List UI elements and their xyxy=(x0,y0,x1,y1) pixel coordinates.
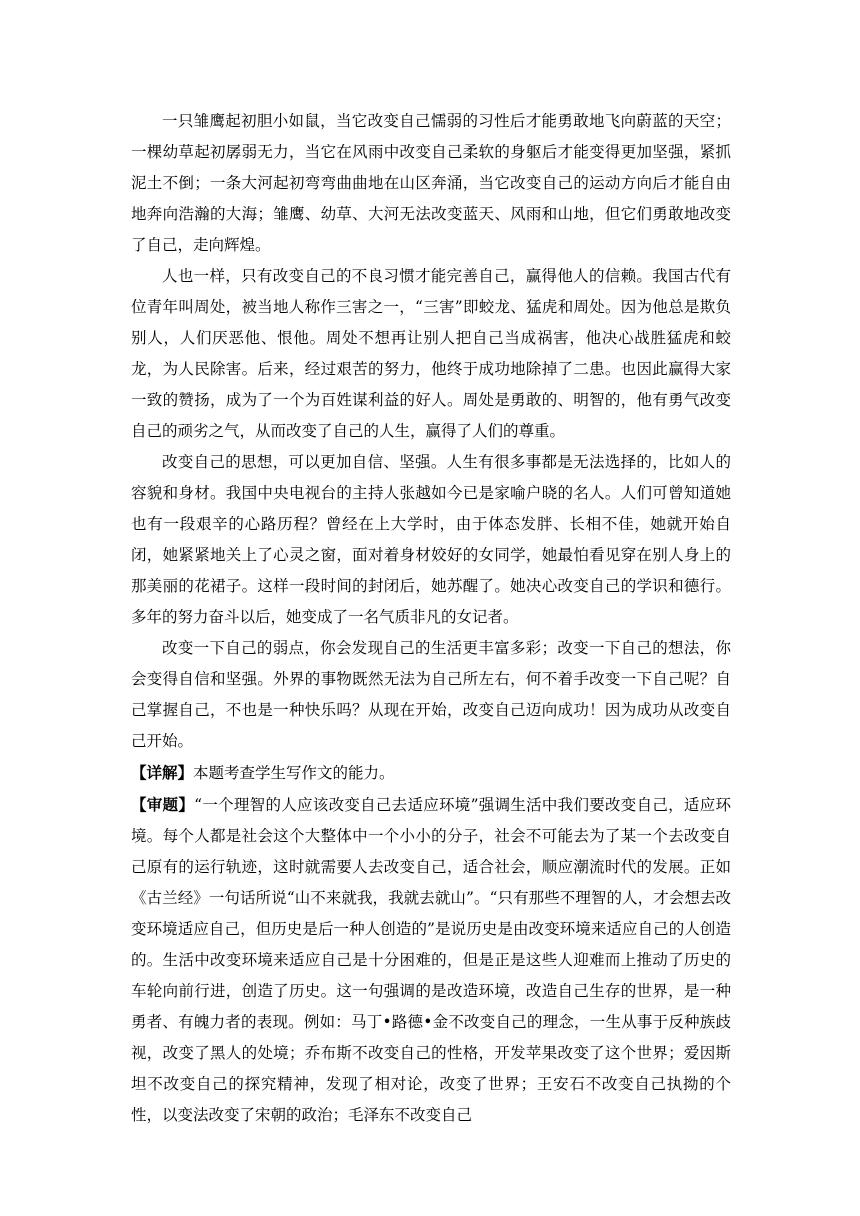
essay-paragraph-1: 一只雏鹰起初胆小如鼠，当它改变自己懦弱的习性后才能勇敢地飞向蔚蓝的天空；一棵幼草起初孱弱无力，当它在风雨中改变自己柔软的身躯后才能变得更加坚强，紧抓泥土不倒；一条大河起初弯弯曲曲地在山区奔涌，当它改变自己的运动方向后才能自由地奔向浩瀚的大海；雏鹰、幼草、大河无法改变蓝天、风雨和山地，但它们勇敢地改变了自己，走向辉煌。 xyxy=(131,112,731,254)
essay-paragraph-3: 改变自己的思想，可以更加自信、坚强。人生有很多事都是无法选择的，比如人的容貌和身材。我国中央电视台的主持人张越如今已是家喻户晓的名人。人们可曾知道她也有一段艰辛的心路历程？曾经在上大学时，由于体态发胖、长相不佳，她就开始自闭，她紧紧地关上了心灵之窗，面对着身材姣好的女同学，她最怕看见穿在别人身上的那美丽的花裙子。这样一段时间的封闭后，她苏醒了。她决心改变自己的学识和德行。多年的努力奋斗以后，她变成了一名气质非凡的女记者。 xyxy=(131,453,731,626)
detail-section xyxy=(131,757,731,789)
essay-paragraph-2: 人也一样，只有改变自己的不良习惯才能完善自己，赢得他人的信赖。我国古代有位青年叫周处，被当地人称作三害之一，“三害”即蛟龙、猛虎和周处。因为他总是欺负别人，人们厌恶他、恨他。周处不想再让别人把自己当成祸害，他决心战胜猛虎和蛟龙，为人民除害。后来，经过艰苦的努力，他终于成功地除掉了二患。也因此赢得大家一致的赞扬，成为了一个为百姓谋利益的好人。周处是勇敢的、明智的，他有勇气改变自己的顽劣之气，从而改变了自己的人生，赢得了人们的尊重。 xyxy=(131,267,731,440)
review-text: “一个理智的人应该改变自己去适应环境”强调生活中我们要改变自己，适应环境。每个人都是社会这个大整体中一个小小的分子，社会不可能去为了某一个去改变自己原有的运行轨迹，这时就需要人去改变自己，适合社会，顺应潮流时代的发展。正如《古兰经》一句话所说“山不来就我，我就去就山”。“只有那些不理智的人，才会想去改变环境适应自己，但历史是后一种人创造的”是说历史是由改变环境来适应自己的人创造的。生活中改变环境来适应自己是十分困难的，但是正是这些人迎难而上推动了历史的车轮向前行进，创造了历史。这一句强调的是改造环境，改造自己生存的世界，是一种勇者、有魄力者的表现。例如：马丁•路德•金不改变自己的理念，一生从事于反种族歧视，改变了黑人的处境；乔布斯不改变自己的性格，开发苹果改变了这个世界；爱因斯坦不改变自己的探究精神，发现了相对论，改变了世界；王安石不改变自己执拗的个性，以变法改变了宋朝的政治；毛泽东不改变自己 xyxy=(131,796,731,1124)
detail-text: 本题考查学生写作文的能力。 xyxy=(193,764,395,782)
detail-label: 【详解】 xyxy=(131,763,194,782)
review-section xyxy=(131,789,731,1131)
document-body xyxy=(131,106,731,1131)
essay-paragraph-4: 改变一下自己的弱点，你会发现自己的生活更丰富多彩；改变一下自己的想法，你会变得自信和坚强。外界的事物既然无法为自己所左右，何不着手改变一下自己呢？自己掌握自己，不也是一种快乐吗？从现在开始，改变自己迈向成功！因为成功从改变自己开始。 xyxy=(131,639,731,750)
review-label: 【审题】 xyxy=(131,795,195,814)
